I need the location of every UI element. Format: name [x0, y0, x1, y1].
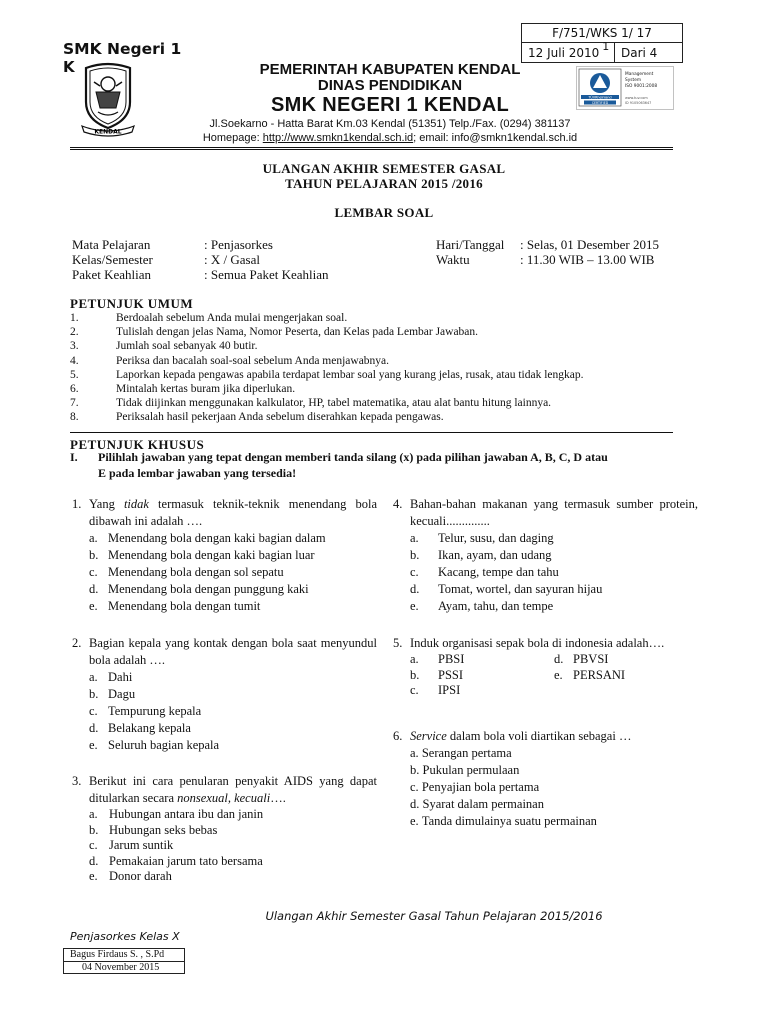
header-address: Jl.Soekarno - Hatta Barat Km.03 Kendal (51351) Telp./Fax. (0294) 381137 — [209, 118, 571, 130]
answer-option: d. Belakang kepala — [89, 721, 191, 735]
general-instructions-list — [70, 311, 583, 425]
answer-option: b. PSSI — [410, 667, 464, 682]
list-item: 3. Jumlah soal sebanyak 40 butir. — [70, 340, 258, 353]
homepage-link[interactable]: http://www.smkn1kendal.sch.id — [262, 132, 414, 144]
page-count: Dari 4 — [621, 46, 658, 60]
list-item: 6. Mintalah kertas buram jika diperlukan. — [70, 383, 296, 396]
header-contact: Homepage: http://www.smkn1kendal.sch.id; email: info@smkn1kendal.sch.id — [202, 132, 578, 144]
header-department: DINAS PENDIDIKAN — [317, 77, 463, 94]
answer-option: a. Menendang bola dengan kaki bagian dalam — [89, 531, 326, 545]
tuv-line-3: ISO 9001:2008 — [625, 84, 658, 89]
answer-option: b. Menendang bola dengan kaki bagian luar — [89, 548, 315, 562]
answer-option: c. IPSI — [410, 683, 461, 697]
answer-option: b. Pukulan permulaan — [410, 763, 520, 777]
answer-option: e. PERSANI — [554, 667, 626, 682]
author-name: Bagus Firdaus S. , S.Pd — [70, 949, 165, 960]
answer-option: e. Menendang bola dengan tumit — [89, 599, 261, 613]
tuv-small-1: www.tuv.com — [625, 96, 648, 100]
header-school-name: SMK NEGERI 1 KENDAL — [271, 94, 509, 116]
section-divider — [70, 432, 673, 433]
list-item: 1. Berdoalah sebelum Anda mulai mengerjakan soal. — [70, 312, 348, 324]
answer-option: a. Telur, susu, dan daging — [410, 531, 554, 545]
list-item: 5. Laporkan kepada pengawas apabila terdapat lembar soal yang kurang jelas, rusak, atau tidak lengkap. — [70, 368, 584, 381]
meta-left — [72, 237, 329, 282]
answer-option: b. Dagu — [89, 687, 136, 701]
answer-option: c. Jarum suntik — [89, 838, 174, 852]
question-4: 4. Bahan-bahan makanan yang termasuk sumber protein, kecuali.............. a. Telur, susu, dan daging b. Ikan, ayam, dan udang c. Kacang, tempe dan tahu d. Tomat, wortel, dan sayuran hijau e. Ayam, tahu, dan tempe — [393, 497, 698, 613]
tuv-brand: TÜVRheinland — [588, 95, 612, 100]
crest-text: KENDAL — [94, 128, 122, 136]
header-divider-bottom — [70, 149, 673, 150]
time-label: Waktu — [436, 252, 470, 267]
school-short-name: SMK Negeri 1 — [63, 40, 182, 58]
tuv-line-1: Management — [625, 72, 654, 77]
answer-option: b. Ikan, ayam, dan udang — [410, 548, 552, 562]
answer-option: c. Kacang, tempe dan tahu — [410, 565, 559, 579]
answer-option: d. Tomat, wortel, dan sayuran hijau — [410, 582, 603, 596]
author-box — [63, 948, 185, 974]
answer-option: d. PBVSI — [554, 652, 609, 666]
class-label: Kelas/Semester — [72, 252, 153, 267]
answer-option: a. Hubungan antara ibu dan janin — [89, 807, 264, 821]
sheet-title: LEMBAR SOAL — [334, 205, 434, 220]
answer-option: e. Ayam, tahu, dan tempe — [410, 599, 554, 613]
footer-subject: Penjasorkes Kelas X — [70, 930, 180, 943]
answer-option: c. Tempurung kepala — [89, 704, 202, 718]
special-instructions-heading: PETUNJUK KHUSUS — [70, 437, 205, 452]
tuv-line-2: System — [625, 78, 642, 83]
time-value: : 11.30 WIB – 13.00 WIB — [520, 252, 655, 267]
exam-title: ULANGAN AKHIR SEMESTER GASAL — [262, 161, 506, 176]
question-3: 3. Berikut ini cara penularan penyakit AIDS yang dapat ditularkan secara nonsexual, kecuali…. a. Hubungan antara ibu dan janin b. Hubungan seks bebas c. Jarum suntik d. Pemakaian jarum tato bersama e. Donor darah — [72, 774, 377, 883]
form-number: F/751/WKS 1/ 17 — [522, 24, 682, 43]
answer-option: d. Pemakaian jarum tato bersama — [89, 853, 263, 868]
package-value: : Semua Paket Keahlian — [204, 267, 329, 282]
question-5: 5. Induk organisasi sepak bola di indonesia adalah…. a. PBSI b. PSSI c. IPSI d. PBVSI e. PERSANI — [393, 635, 698, 699]
kendal-crest-logo — [78, 62, 138, 137]
exam-year: TAHUN PELAJARAN 2015 /2016 — [285, 176, 483, 191]
answer-option: c. Menendang bola dengan sol sepatu — [89, 565, 284, 579]
list-item: 2. Tulislah dengan jelas Nama, Nomor Peserta, dan Kelas pada Lembar Jawaban. — [70, 326, 479, 339]
package-label: Paket Keahlian — [72, 267, 152, 282]
document-code-box — [521, 23, 683, 63]
revision-number: 1 — [602, 40, 610, 53]
header-divider-top — [70, 147, 673, 148]
author-date: 04 November 2015 — [64, 961, 184, 973]
answer-option: b. Hubungan seks bebas — [89, 822, 218, 837]
list-item: 4. Periksa dan bacalah soal-soal sebelum Anda menjawabnya. — [70, 354, 390, 367]
header-government: PEMERINTAH KABUPATEN KENDAL — [259, 61, 521, 78]
general-instructions-heading: PETUNJUK UMUM — [70, 296, 194, 311]
answer-option: e. Tanda dimulainya suatu permainan — [410, 814, 597, 828]
answer-option: d. Menendang bola dengan punggung kaki — [89, 582, 309, 596]
answer-option: a. Serangan pertama — [410, 746, 512, 760]
special-instructions-text: I. Pilihlah jawaban yang tepat dengan memberi tanda silang (x) pada pilihan jawaban A, B, C, D atau E pada lembar jawaban yang tersedia! — [70, 450, 608, 480]
answer-option: a. PBSI — [410, 652, 465, 666]
answer-option: a. Dahi — [89, 670, 133, 684]
class-value: : X / Gasal — [204, 252, 260, 267]
question-6: 6. Service dalam bola voli diartikan sebagai … a. Serangan pertama b. Pukulan permulaan c. Penyajian bola pertama d. Syarat dalam permainan e. Tanda dimulainya suatu permainan — [393, 728, 698, 830]
subject-label: Mata Pelajaran — [72, 237, 151, 252]
tuv-small-2: ID 9105063647 — [625, 101, 652, 105]
question-1: 1. Yang tidak termasuk teknik-teknik menendang bola dibawah ini adalah …. a. Menendang bola dengan kaki bagian dalam b. Menendang bola dengan kaki bagian luar c. Menendang bola dengan sol sepatu d. Menendang bola dengan punggung kaki e. Menendang bola dengan tumit — [72, 497, 377, 613]
footer-exam-title: Ulangan Akhir Semester Gasal Tahun Pelajaran 2015/2016 — [265, 909, 603, 923]
issue-date: 12 Juli 2010 1 — [522, 43, 615, 63]
answer-option: e. Seluruh bagian kepala — [89, 738, 220, 752]
subject-value: : Penjasorkes — [204, 237, 273, 252]
meta-right — [436, 237, 659, 267]
day-label: Hari/Tanggal — [436, 237, 505, 252]
answer-option: d. Syarat dalam permainan — [410, 797, 544, 811]
list-item: 7. Tidak diijinkan menggunakan kalkulator, HP, tabel matematika, atau alat bantu hitung lainnya. — [70, 397, 552, 410]
answer-option: c. Penyajian bola pertama — [410, 780, 540, 794]
tuv-certified: CERTIFIED — [591, 100, 609, 105]
answer-option: e. Donor darah — [89, 869, 172, 883]
list-item: 8. Periksalah hasil pekerjaan Anda sebelum diserahkan kepada pengawas. — [70, 411, 444, 424]
day-value: : Selas, 01 Desember 2015 — [520, 237, 660, 252]
question-2: 2. Bagian kepala yang kontak dengan bola saat menyundul bola adalah …. a. Dahi b. Dagu c. Tempurung kepala d. Belakang kepala e. Seluruh bagian kepala — [72, 636, 377, 752]
school-short-name-cut: K — [63, 58, 75, 76]
